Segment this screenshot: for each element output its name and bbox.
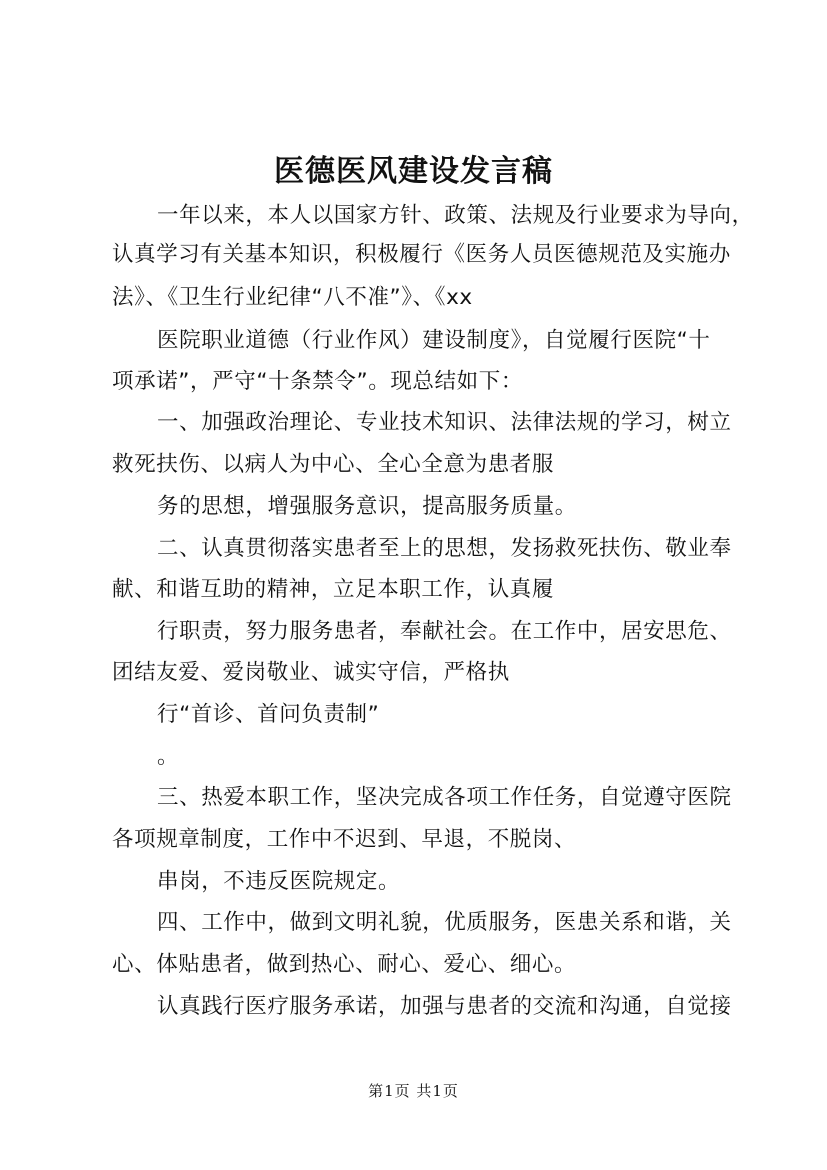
body-line: 一年以来，本人以国家方针、政策、法规及行业要求为导向， (157, 203, 754, 228)
body-line: 二、认真贯彻落实患者至上的思想，发扬救死扶伤、敬业奉 (157, 536, 732, 561)
body-line: 团结友爱、爱岗敬业、诚实守信，严格执 (112, 660, 510, 685)
body-line: 三、热爱本职工作，坚决完成各项工作任务，自觉遵守医院 (157, 785, 732, 810)
body-line: 串岗，不违反医院规定。 (157, 869, 401, 894)
body-line: 行职责，努力服务患者，奉献社会。在工作中，居安思危、 (157, 619, 732, 644)
body-line: 项承诺”，严守“十条禁令”。现总结如下： (112, 369, 523, 394)
body-line: 认真学习有关基本知识，积极履行《医务人员医德规范及实施办 (112, 242, 731, 267)
body-line: 救死扶伤、以病人为中心、全心全意为患者服 (112, 452, 555, 477)
body-line: 行“首诊、首问负责制” (157, 702, 380, 727)
body-line: 认真践行医疗服务承诺，加强与患者的交流和沟通，自觉接 (157, 994, 732, 1019)
body-line: 四、工作中，做到文明礼貌，优质服务，医患关系和谐，关 (157, 910, 732, 935)
body-line: 心、体贴患者，做到热心、耐心、爱心、细心。 (112, 952, 577, 977)
document-title: 医德医风建设发言稿 (274, 154, 553, 189)
body-line: 。 (157, 744, 180, 769)
body-line: 法》、《卫生行业纪律“八不准”》、《xx (112, 285, 473, 310)
body-line: 献、和谐互助的精神，立足本职工作，认真履 (112, 577, 555, 602)
body-line: 一、加强政治理论、专业技术知识、法律法规的学习，树立 (157, 410, 732, 435)
page-footer: 第1页 共1页 (368, 1082, 459, 1100)
body-line: 各项规章制度，工作中不迟到、早退，不脱岗、 (112, 827, 577, 852)
body-line: 务的思想，增强服务意识，提高服务质量。 (157, 494, 577, 519)
body-line: 医院职业道德（行业作风）建设制度》，自觉履行医院“十 (157, 328, 711, 353)
